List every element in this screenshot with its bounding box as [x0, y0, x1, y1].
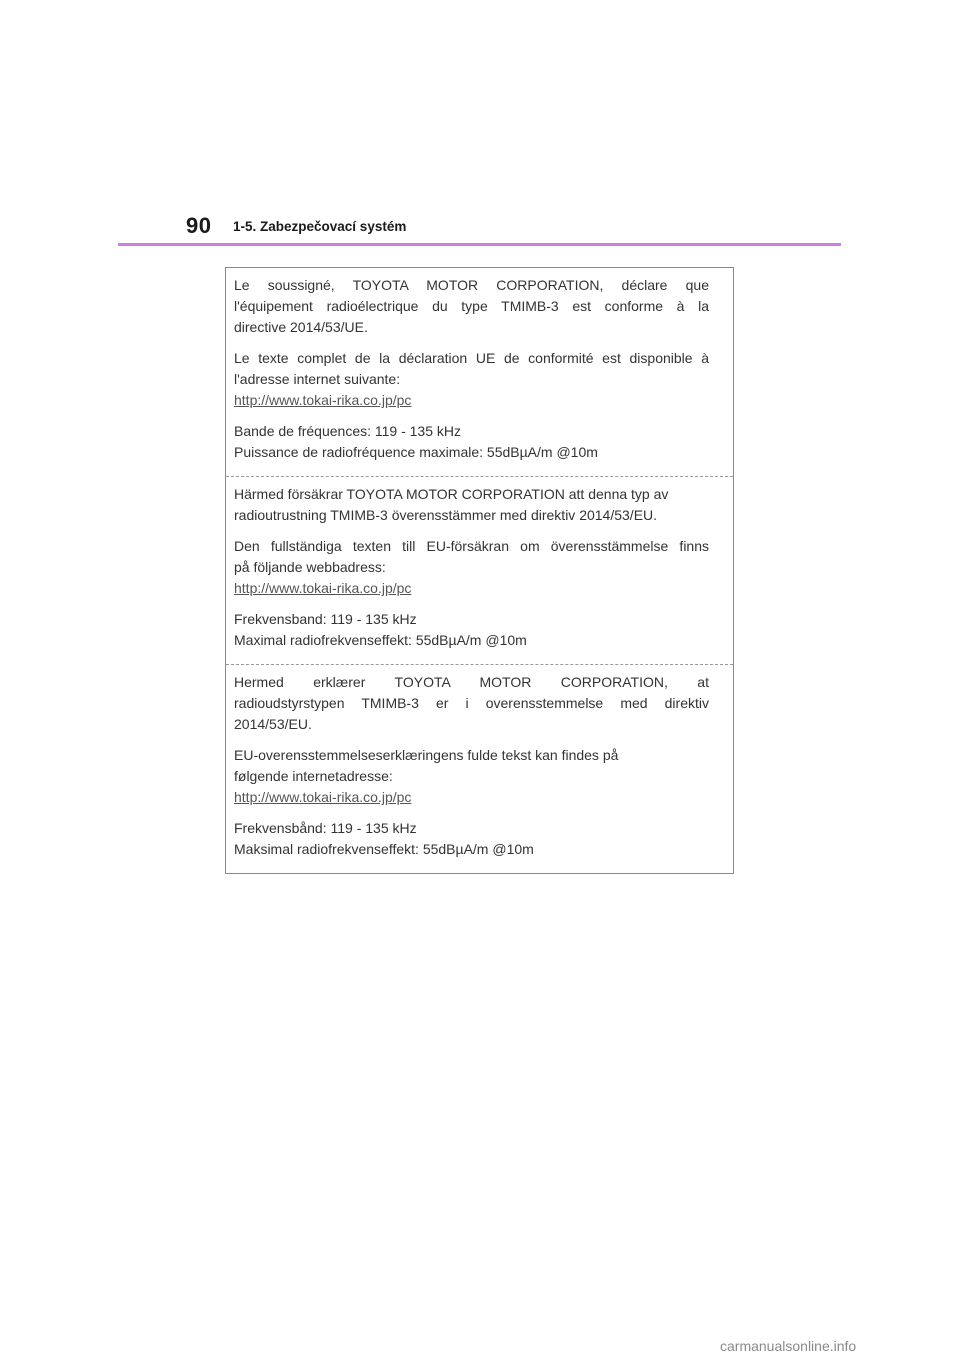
text-line: Le soussigné, TOYOTA MOTOR CORPORATION, déclare que: [234, 277, 709, 293]
text-line: Maksimal radiofrekvenseffekt: 55dBµA/m @10m: [234, 841, 534, 857]
declaration-url-link[interactable]: http://www.tokai-rika.co.jp/pc: [234, 580, 412, 596]
frequency-paragraph: [234, 818, 709, 860]
header-divider: [118, 243, 841, 246]
text-line: Bande de fréquences: 119 - 135 kHz: [234, 423, 462, 439]
text-line: Den fullständiga texten till EU-försäkran om överensstämmelse finns: [234, 538, 709, 554]
text-line: følgende internetadresse:: [234, 768, 393, 784]
declaration-url-link[interactable]: http://www.tokai-rika.co.jp/pc: [234, 789, 412, 805]
text-line: Frekvensbånd: 119 - 135 kHz: [234, 820, 417, 836]
text-line: Puissance de radiofréquence maximale: 55dBµA/m @10m: [234, 444, 598, 460]
text-line: radioutrustning TMIMB-3 överensstämmer med direktiv 2014/53/EU.: [234, 507, 658, 523]
declaration-paragraph: [234, 672, 709, 735]
text-line: l'adresse internet suivante:: [234, 371, 401, 387]
availability-paragraph: [234, 348, 709, 411]
regulatory-notice-box: [225, 267, 734, 874]
declaration-url-link[interactable]: http://www.tokai-rika.co.jp/pc: [234, 392, 412, 408]
text-line: directive 2014/53/UE.: [234, 319, 368, 335]
availability-paragraph: [234, 536, 709, 599]
text-line: Frekvensband: 119 - 135 kHz: [234, 611, 417, 627]
frequency-paragraph: [234, 609, 709, 651]
site-watermark: carmanualsonline.info: [720, 1338, 857, 1354]
text-line: Maximal radiofrekvenseffekt: 55dBµA/m @10m: [234, 632, 527, 648]
page-number: 90: [186, 213, 212, 238]
text-line: EU-overensstemmelseserklæringens fulde tekst kan findes på: [234, 747, 619, 763]
section-title: 1-5. Zabezpečovací systém: [233, 219, 407, 234]
text-line: l'équipement radioélectrique du type TMIMB-3 est conforme à la: [234, 298, 709, 314]
notice-section-swedish: [226, 477, 733, 665]
text-line: 2014/53/EU.: [234, 716, 312, 732]
text-line: på följande webbadress:: [234, 559, 386, 575]
frequency-paragraph: [234, 421, 709, 463]
text-line: Härmed försäkrar TOYOTA MOTOR CORPORATION att denna typ av: [234, 486, 669, 502]
notice-section-french: [226, 268, 733, 477]
text-line: Le texte complet de la déclaration UE de conformité est disponible à: [234, 350, 709, 366]
declaration-paragraph: [234, 275, 709, 338]
availability-paragraph: [234, 745, 709, 808]
text-line: Hermed erklærer TOYOTA MOTOR CORPORATION, at: [234, 674, 709, 690]
notice-section-danish: [226, 665, 733, 873]
text-line: radioudstyrstypen TMIMB-3 er i overensstemmelse med direktiv: [234, 695, 709, 711]
declaration-paragraph: [234, 484, 709, 526]
